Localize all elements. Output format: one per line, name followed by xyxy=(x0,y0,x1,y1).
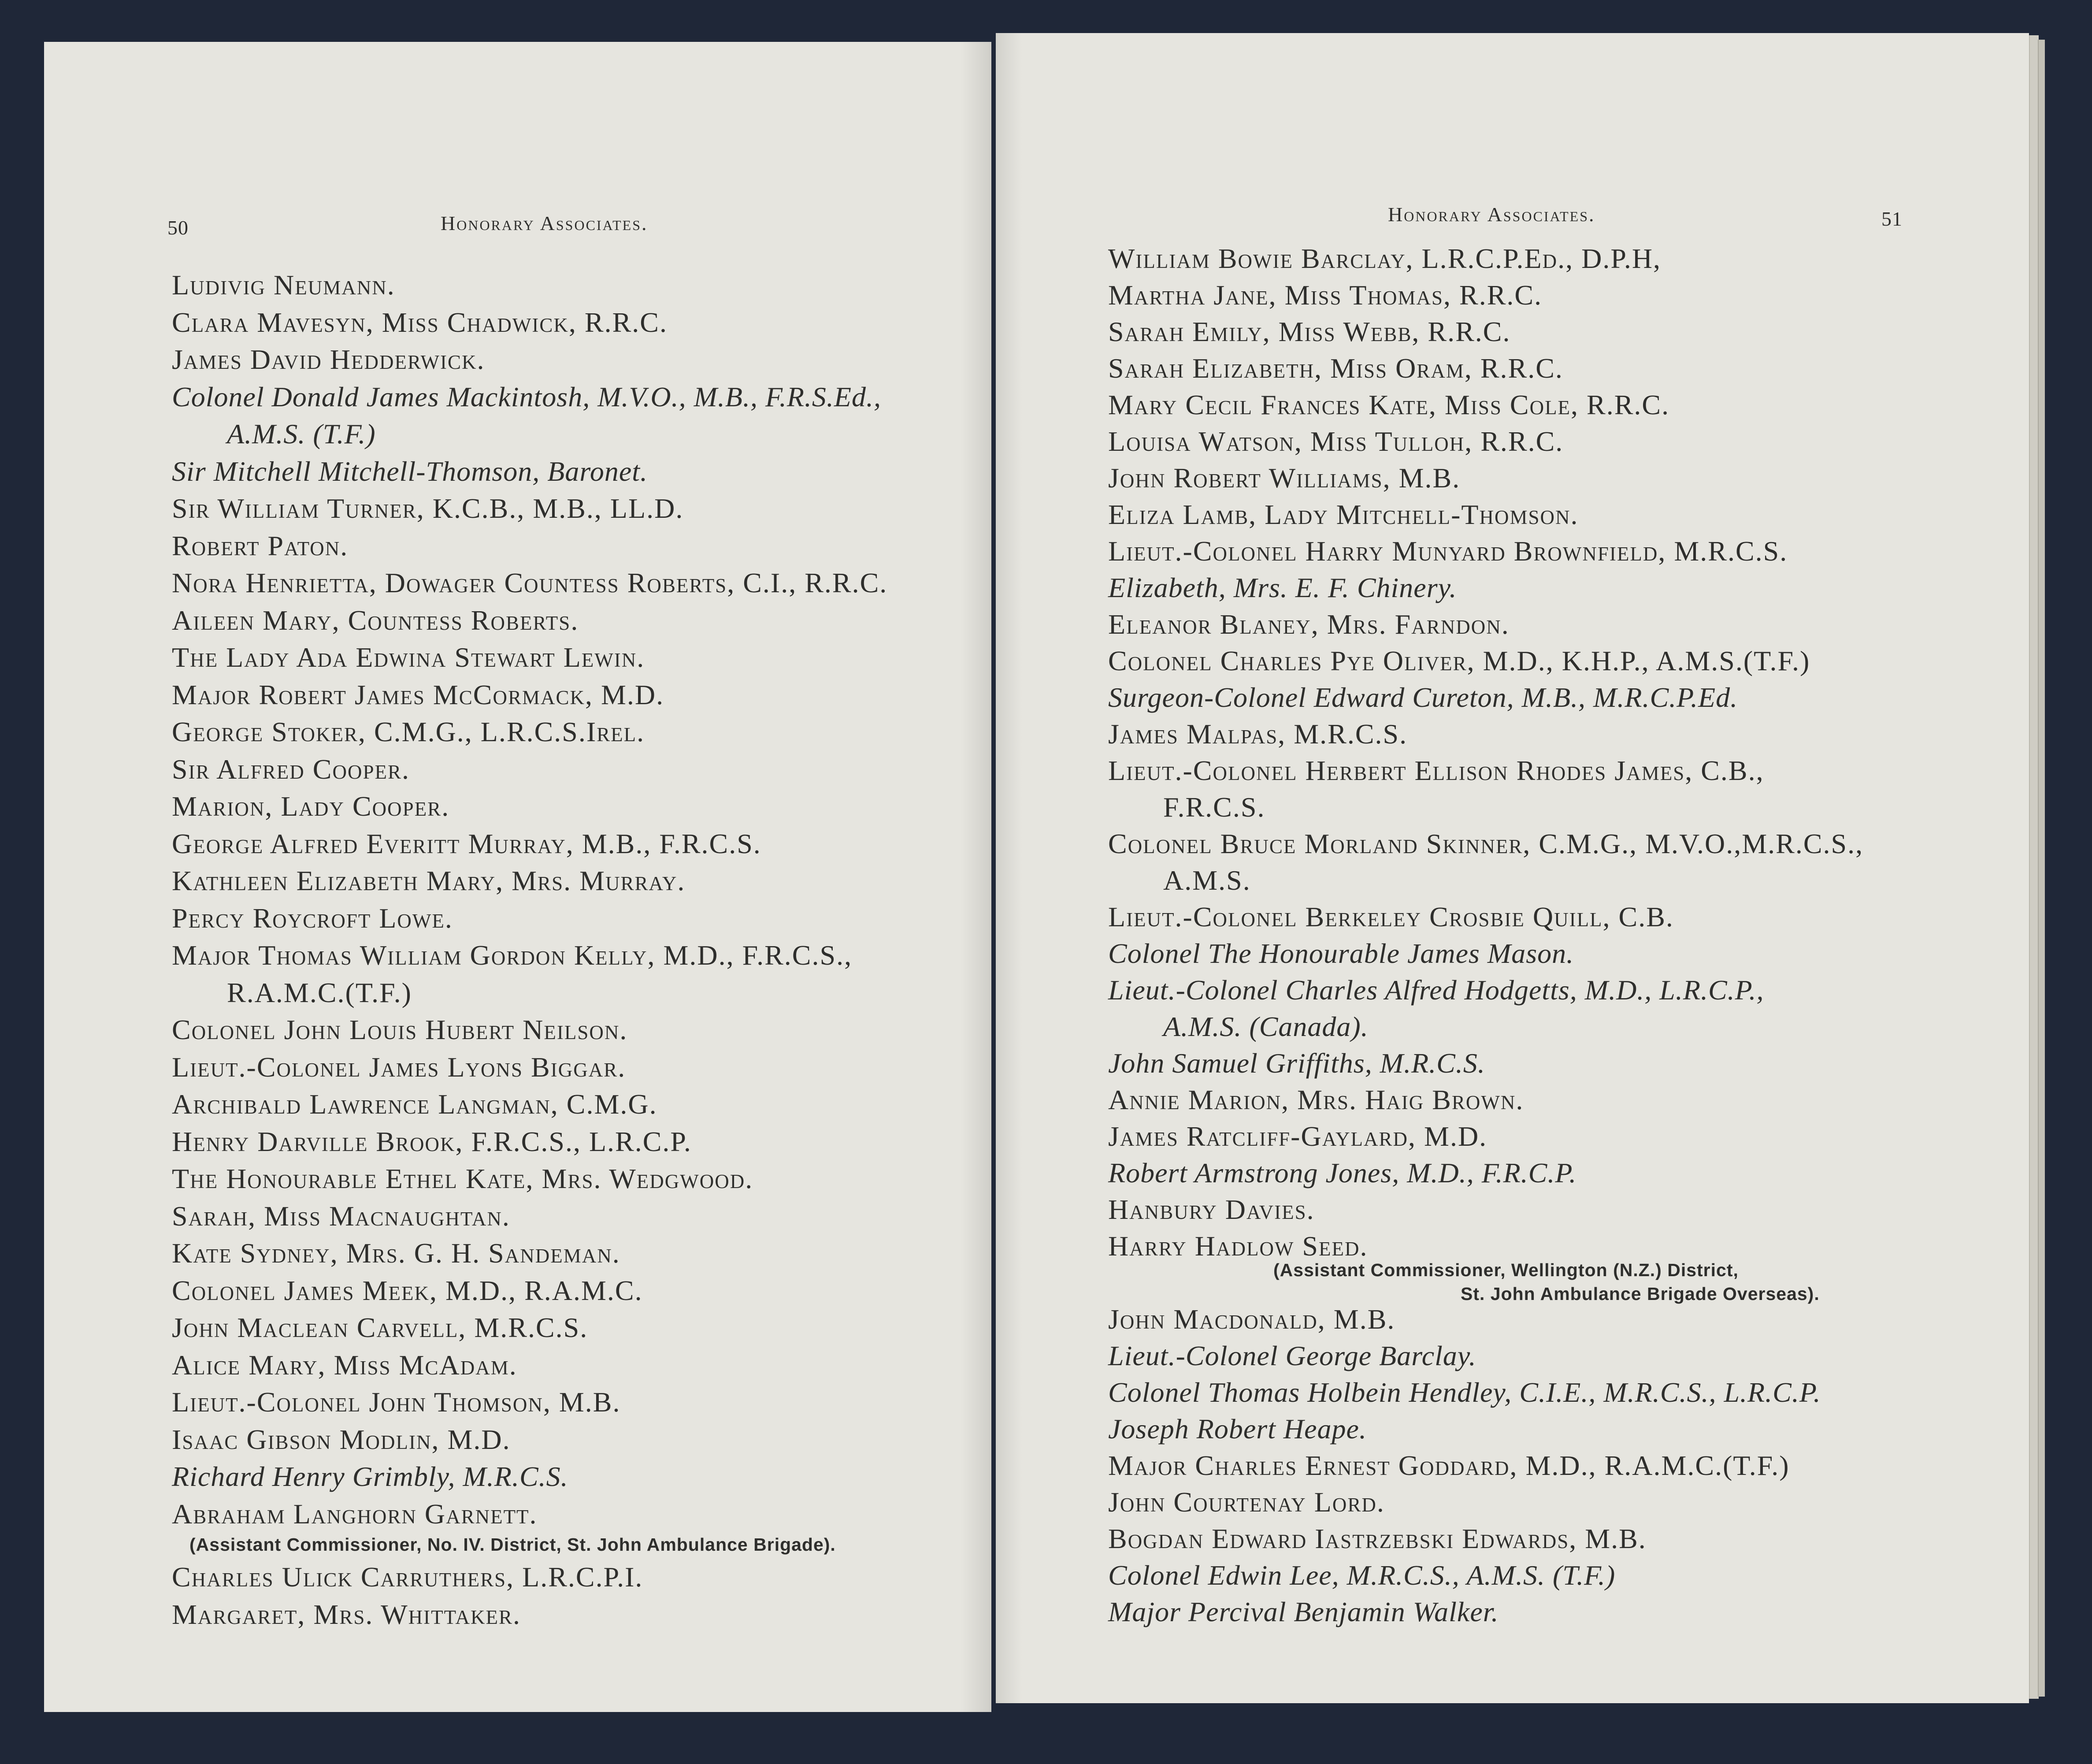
entry-name: Sarah, Miss Macnaughtan. xyxy=(172,1200,510,1232)
entry-name: Elizabeth, Mrs. E. F. Chinery. xyxy=(1108,572,1457,603)
entry-name: Lieut.-Colonel Herbert Ellison Rhodes James, C.B., xyxy=(1108,755,1764,786)
entry-continuation: R.A.M.C.(T.F.) xyxy=(227,977,412,1008)
running-head: Honorary Associates. xyxy=(1388,203,1595,226)
list-item xyxy=(1108,679,2016,716)
list-item xyxy=(1108,423,2016,460)
list-item xyxy=(1108,716,2016,752)
entry-name: Aileen Mary, Countess Roberts. xyxy=(172,604,579,636)
list-item xyxy=(172,341,987,379)
list-item xyxy=(1108,642,2016,679)
list-item xyxy=(172,1309,987,1347)
entry-name: Sir Alfred Cooper. xyxy=(172,753,410,785)
entry-name: Nora Henrietta, Dowager Countess Roberts, C.I., R.R.C. xyxy=(172,567,888,598)
entry-name: Hanbury Davies. xyxy=(1108,1194,1315,1225)
list-item xyxy=(172,862,987,900)
entry-name: James Malpas, M.R.C.S. xyxy=(1108,718,1408,750)
entry-name: John Courtenay Lord. xyxy=(1108,1486,1385,1518)
entry-continuation: F.R.C.S. xyxy=(1163,791,1265,823)
page-number: 50 xyxy=(167,216,189,239)
page-edge xyxy=(2029,35,2039,1699)
entry-name: Sir William Turner, K.C.B., M.B., LL.D. xyxy=(172,493,684,524)
entry-name: Henry Darville Brook, F.R.C.S., L.R.C.P. xyxy=(172,1125,692,1157)
list-item xyxy=(172,602,987,639)
entry-list xyxy=(172,267,987,1633)
entry-name: Robert Paton. xyxy=(172,530,349,561)
entry-name: Colonel The Honourable James Mason. xyxy=(1108,938,1574,969)
entry-name: Major Charles Ernest Goddard, M.D., R.A.M.C.(T.F.) xyxy=(1108,1450,1790,1481)
list-item xyxy=(172,1011,987,1049)
list-item xyxy=(172,751,987,788)
entry-name: Ludivig Neumann. xyxy=(172,269,395,301)
entry-name: Colonel John Louis Hubert Neilson. xyxy=(172,1014,628,1045)
list-item xyxy=(172,713,987,751)
page-edge xyxy=(2038,40,2045,1697)
list-item xyxy=(172,1198,987,1235)
list-item xyxy=(172,379,987,453)
entry-name: Lieut.-Colonel James Lyons Biggar. xyxy=(172,1051,626,1083)
list-item xyxy=(172,1596,987,1634)
list-item xyxy=(1108,606,2016,642)
list-item xyxy=(172,527,987,565)
entry-name: The Honourable Ethel Kate, Mrs. Wedgwood. xyxy=(172,1163,753,1194)
list-item xyxy=(1108,496,2016,533)
list-item xyxy=(172,304,987,342)
list-item xyxy=(1108,899,2016,935)
list-item xyxy=(1108,825,2016,899)
running-head: Honorary Associates. xyxy=(441,212,648,234)
list-item xyxy=(172,267,987,304)
entry-name: Percy Roycroft Lowe. xyxy=(172,902,453,934)
list-item xyxy=(172,1458,987,1496)
list-item xyxy=(1108,569,2016,606)
entry-name: Surgeon-Colonel Edward Cureton, M.B., M.R.C.P.Ed. xyxy=(1108,682,1738,713)
list-item xyxy=(172,937,987,1011)
list-item xyxy=(1108,240,2016,277)
entry-continuation: A.M.S. (T.F.) xyxy=(227,418,376,449)
entry-name: Mary Cecil Frances Kate, Miss Cole, R.R.C. xyxy=(1108,389,1670,420)
entry-name: Sir Mitchell Mitchell-Thomson, Baronet. xyxy=(172,455,648,487)
entry-name: Colonel Thomas Holbein Hendley, C.I.E., M.R.C.S., L.R.C.P. xyxy=(1108,1377,1821,1408)
entry-name: James Ratcliff-Gaylard, M.D. xyxy=(1108,1121,1487,1152)
entry-name: Sarah Elizabeth, Miss Oram, R.R.C. xyxy=(1108,353,1563,384)
entry-name: Lieut.-Colonel Berkeley Crosbie Quill, C.B. xyxy=(1108,901,1674,932)
entry-name: Colonel Charles Pye Oliver, M.D., K.H.P., A.M.S.(T.F.) xyxy=(1108,645,1810,676)
entry-name: John Samuel Griffiths, M.R.C.S. xyxy=(1108,1047,1485,1079)
entry-name: John Maclean Carvell, M.R.C.S. xyxy=(172,1312,588,1343)
entry-name: Margaret, Mrs. Whittaker. xyxy=(172,1598,521,1630)
entry-name: Lieut.-Colonel George Barclay. xyxy=(1108,1340,1476,1371)
entry-name: Eliza Lamb, Lady Mitchell-Thomson. xyxy=(1108,499,1579,530)
list-item xyxy=(1108,533,2016,569)
entry-name: Kathleen Elizabeth Mary, Mrs. Murray. xyxy=(172,865,686,896)
right-page xyxy=(996,33,2029,1703)
list-item xyxy=(172,1160,987,1198)
list-item xyxy=(172,1384,987,1421)
entry-name: Kate Sydney, Mrs. G. H. Sandeman. xyxy=(172,1237,620,1269)
list-item xyxy=(172,490,987,527)
entry-list xyxy=(1108,240,2016,1630)
entry-name: Annie Marion, Mrs. Haig Brown. xyxy=(1108,1084,1524,1115)
left-page xyxy=(44,42,991,1712)
entry-name: George Alfred Everitt Murray, M.B., F.R.C.S. xyxy=(172,828,761,859)
page-number: 51 xyxy=(1881,208,1903,230)
entry-note: (Assistant Commissioner, No. IV. District, St. John Ambulance Brigade). xyxy=(189,1534,836,1555)
list-item xyxy=(172,1272,987,1310)
entry-name: Colonel Bruce Morland Skinner, C.M.G., M.V.O.,M.R.C.S., xyxy=(1108,828,1864,859)
list-item xyxy=(172,900,987,937)
list-item xyxy=(172,1559,987,1596)
entry-name: Abraham Langhorn Garnett. xyxy=(172,1498,538,1530)
list-item xyxy=(172,1347,987,1384)
list-item xyxy=(1108,1447,2016,1484)
entry-name: Lieut.-Colonel Harry Munyard Brownfield, M.R.C.S. xyxy=(1108,535,1788,567)
list-item xyxy=(172,564,987,602)
entry-name: Eleanor Blaney, Mrs. Farndon. xyxy=(1108,609,1510,640)
entry-name: John Robert Williams, M.B. xyxy=(1108,462,1461,494)
list-item xyxy=(1108,1520,2016,1557)
list-item xyxy=(1108,752,2016,825)
entry-name: Colonel James Meek, M.D., R.A.M.C. xyxy=(172,1274,643,1306)
list-item xyxy=(1108,460,2016,496)
entry-name: Clara Mavesyn, Miss Chadwick, R.R.C. xyxy=(172,306,668,338)
entry-name: Lieut.-Colonel John Thomson, M.B. xyxy=(172,1386,621,1418)
entry-name: Bogdan Edward Iastrzebski Edwards, M.B. xyxy=(1108,1523,1647,1554)
list-item xyxy=(1108,1593,2016,1630)
entry-name: Charles Ulick Carruthers, L.R.C.P.I. xyxy=(172,1561,643,1593)
list-item xyxy=(1108,1557,2016,1593)
list-item xyxy=(1108,1301,2016,1337)
entry-name: Isaac Gibson Modlin, M.D. xyxy=(172,1423,511,1455)
list-item xyxy=(1108,1484,2016,1520)
list-item xyxy=(172,1123,987,1161)
list-item xyxy=(1108,1118,2016,1155)
list-item xyxy=(1108,1411,2016,1447)
gutter-shadow xyxy=(996,33,1022,1703)
entry-name: James David Hedderwick. xyxy=(172,344,485,375)
list-item xyxy=(172,1496,987,1557)
list-item xyxy=(1108,1155,2016,1191)
entry-name: Major Percival Benjamin Walker. xyxy=(1108,1596,1499,1627)
list-item xyxy=(1108,1260,2016,1304)
list-item xyxy=(1108,386,2016,423)
entry-name: Major Thomas William Gordon Kelly, M.D., F.R.C.S., xyxy=(172,940,853,971)
list-item xyxy=(172,788,987,825)
entry-name: Robert Armstrong Jones, M.D., F.R.C.P. xyxy=(1108,1157,1577,1188)
list-item xyxy=(1108,350,2016,386)
entry-name: John Macdonald, M.B. xyxy=(1108,1304,1395,1335)
entry-name: William Bowie Barclay, L.R.C.P.Ed., D.P.H, xyxy=(1108,243,1662,274)
entry-name: Harry Hadlow Seed. xyxy=(1108,1230,1368,1262)
entry-continuation: A.M.S. (Canada). xyxy=(1163,1011,1369,1042)
entry-continuation: A.M.S. xyxy=(1163,865,1251,896)
entry-name: Joseph Robert Heape. xyxy=(1108,1413,1367,1445)
entry-name: Major Robert James McCormack, M.D. xyxy=(172,679,664,710)
list-item xyxy=(172,1086,987,1123)
entry-name: Alice Mary, Miss McAdam. xyxy=(172,1349,517,1381)
list-item xyxy=(1108,1191,2016,1228)
entry-name: Lieut.-Colonel Charles Alfred Hodgetts, M.D., L.R.C.P., xyxy=(1108,974,1764,1006)
list-item xyxy=(1108,1045,2016,1081)
entry-name: Louisa Watson, Miss Tulloh, R.R.C. xyxy=(1108,426,1564,457)
list-item xyxy=(1108,277,2016,313)
entry-name: Marion, Lady Cooper. xyxy=(172,791,450,822)
list-item xyxy=(172,639,987,676)
list-item xyxy=(172,453,987,490)
entry-name: Colonel Edwin Lee, M.R.C.S., A.M.S. (T.F.) xyxy=(1108,1560,1616,1591)
list-item xyxy=(172,1235,987,1272)
list-item xyxy=(1108,972,2016,1045)
list-item xyxy=(172,1049,987,1086)
list-item xyxy=(172,1421,987,1459)
entry-name: Richard Henry Grimbly, M.R.C.S. xyxy=(172,1461,568,1492)
entry-note: (Assistant Commissioner, Wellington (N.Z.) District, xyxy=(1273,1260,1739,1280)
list-item xyxy=(1108,1337,2016,1374)
list-item xyxy=(1108,935,2016,972)
entry-name: Sarah Emily, Miss Webb, R.R.C. xyxy=(1108,316,1511,347)
list-item xyxy=(1108,1081,2016,1118)
entry-name: Colonel Donald James Mackintosh, M.V.O., M.B., F.R.S.Ed., xyxy=(172,381,881,412)
entry-name: George Stoker, C.M.G., L.R.C.S.Irel. xyxy=(172,716,645,747)
list-item xyxy=(1108,1374,2016,1411)
entry-note: St. John Ambulance Brigade Overseas). xyxy=(1461,1284,1820,1304)
entry-name: The Lady Ada Edwina Stewart Lewin. xyxy=(172,642,645,673)
list-item xyxy=(172,825,987,863)
list-item xyxy=(172,676,987,714)
entry-name: Archibald Lawrence Langman, C.M.G. xyxy=(172,1088,657,1120)
list-item xyxy=(1108,313,2016,350)
entry-name: Martha Jane, Miss Thomas, R.R.C. xyxy=(1108,279,1543,311)
